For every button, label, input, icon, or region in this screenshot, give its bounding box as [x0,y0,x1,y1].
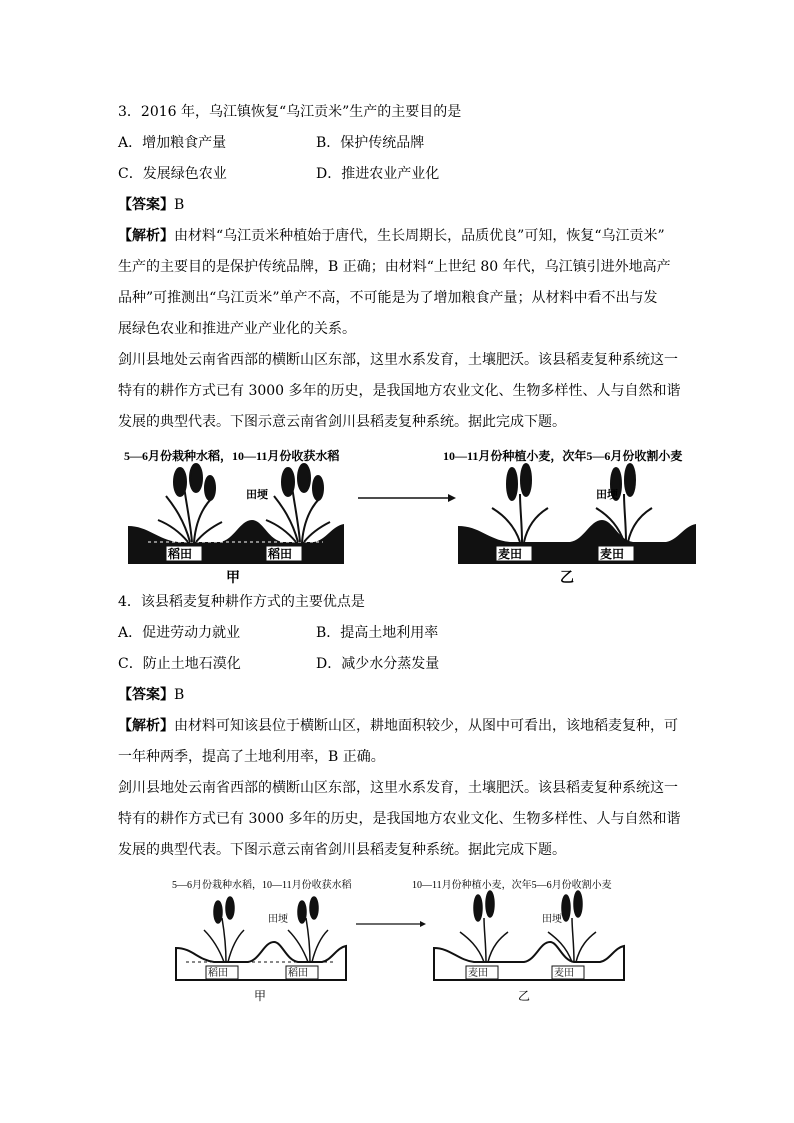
q3-option-b: B．保护传统品牌 [316,135,425,151]
left-terrain [176,942,346,980]
answer-tag: 【答案】 [118,197,174,213]
figure-tag-left: 甲 [254,989,267,1003]
q3-analysis-line-4: 展绿色农业和推进产业产业化的关系。 [118,321,356,337]
q4-option-b: B．提高土地利用率 [316,625,439,641]
q4-analysis-line-2: 一年种两季，提高了土地利用率，B 正确。 [118,749,385,765]
analysis-text: 由材料“乌江贡米种植始于唐代，生长周期长，品质优良”可知，恢复“乌江贡米” [174,228,665,244]
left-caption: 5—6月份栽种水稻，10—11月份收获水稻 [124,449,340,463]
q3-stem: 3．2016 年，乌江镇恢复“乌江贡米”生产的主要目的是 [118,104,462,120]
right-field-label-1: 麦田 [498,547,523,561]
q4-answer [118,685,184,705]
right-field-label-1: 麦田 [468,968,488,979]
passage1-line-1: 剑川县地处云南省西部的横断山区东部，这里水系发育，土壤肥沃。该县稻麦复种系统这一 [118,352,678,368]
arrow-head-icon [420,921,426,927]
q3-analysis-line-1 [118,226,665,246]
right-terrain [434,942,624,980]
analysis-tag: 【解析】 [118,228,174,244]
answer-value: B [174,197,185,213]
left-field-label-1: 稻田 [168,547,193,561]
ridge-label-right: 田埂 [542,914,562,925]
figure-tag-right: 乙 [518,989,531,1003]
q4-stem: 4．该县稻麦复种耕作方式的主要优点是 [118,594,365,610]
left-field-label-2: 稻田 [268,547,293,561]
right-field-label-2: 麦田 [600,547,625,561]
right-terrain [458,520,696,564]
passage2-line-2: 特有的耕作方式已有 3000 多年的历史，是我国地方农业文化、生物多样性、人与自然和谐 [118,811,681,827]
wheat-plant-icon [548,891,596,962]
right-caption: 10—11月份种植小麦，次年5—6月份收割小麦 [443,449,683,463]
figure-tag-left: 甲 [226,569,240,585]
analysis-text: 由材料可知该县位于横断山区，耕地面积较少，从图中可看出，该地稻麦复种，可 [174,718,678,734]
right-caption: 10—11月份种植小麦，次年5—6月份收割小麦 [412,880,612,891]
passage2-line-3: 发展的典型代表。下图示意云南省剑川县稻麦复种系统。据此完成下题。 [118,842,566,858]
q3-analysis-line-2: 生产的主要目的是保护传统品牌，B 正确；由材料“上世纪 80 年代，乌江镇引进外地高产 [118,259,671,275]
left-caption: 5—6月份栽种水稻，10—11月份收获水稻 [172,880,352,891]
wheat-plant-icon [460,891,508,962]
q3-answer [118,195,184,215]
right-field-label-2: 麦田 [554,968,574,979]
rice-wheat-figure-2 [168,872,638,1007]
rice-plant-icon [204,897,244,962]
answer-value: B [174,687,185,703]
rice-plant-icon [158,464,222,542]
ridge-label-left: 田埂 [268,914,288,925]
left-field-label-1: 稻田 [208,968,228,979]
q3-option-d: D．推进农业产业化 [316,166,440,182]
wheat-plant-icon [492,464,548,542]
q3-option-c: C．发展绿色农业 [118,166,227,182]
passage1-line-2: 特有的耕作方式已有 3000 多年的历史，是我国地方农业文化、生物多样性、人与自然和谐 [118,383,681,399]
q3-analysis-line-3: 品种”可推测出“乌江贡米”单产不高，不可能是为了增加粮食产量；从材料中看不出与发 [118,290,658,306]
passage1-line-3: 发展的典型代表。下图示意云南省剑川县稻麦复种系统。据此完成下题。 [118,414,566,430]
ridge-label-right: 田埂 [596,489,618,501]
rice-plant-icon [288,897,328,962]
figure-tag-right: 乙 [560,569,574,585]
ridge-label-left: 田埂 [246,489,268,501]
q4-analysis-line-1 [118,716,678,736]
answer-tag: 【答案】 [118,687,174,703]
arrow-head-icon [448,494,456,502]
analysis-tag: 【解析】 [118,718,174,734]
q4-option-c: C．防止土地石漠化 [118,656,241,672]
q4-option-a: A．促进劳动力就业 [118,625,241,641]
rice-plant-icon [266,464,330,542]
q3-option-a: A．增加粮食产量 [118,135,227,151]
passage2-line-1: 剑川县地处云南省西部的横断山区东部，这里水系发育，土壤肥沃。该县稻麦复种系统这一 [118,780,678,796]
left-field-label-2: 稻田 [288,968,308,979]
q4-option-d: D．减少水分蒸发量 [316,656,440,672]
rice-wheat-figure-1 [118,440,708,590]
